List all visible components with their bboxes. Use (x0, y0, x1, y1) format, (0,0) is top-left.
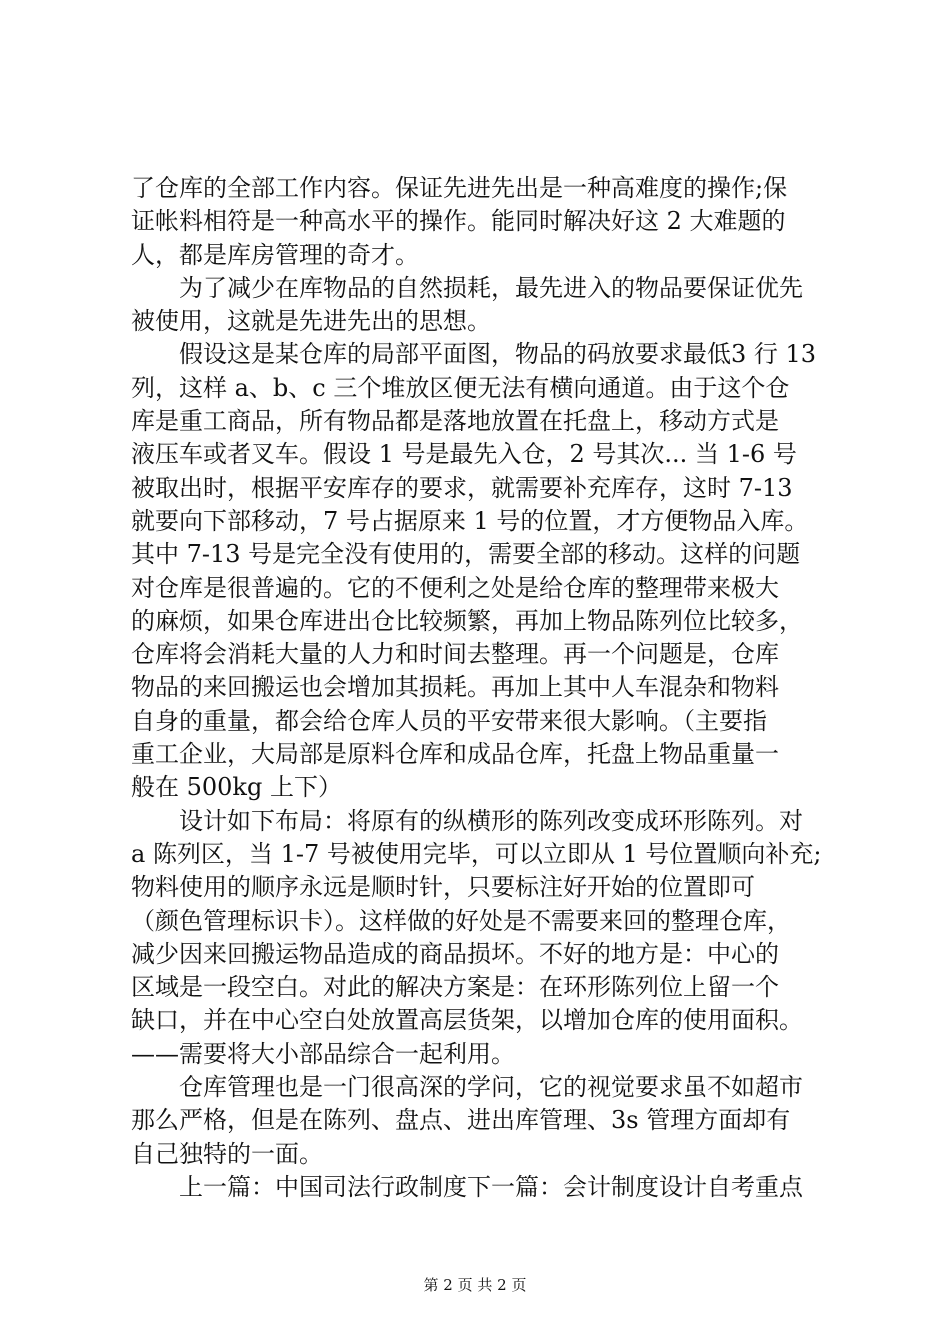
paragraph-5 (131, 1071, 851, 1171)
text-line: 设计如下布局：将原有的纵横形的陈列改变成环形陈列。对 (131, 806, 803, 835)
text-line: ——需要将大小部品综合一起利用。 (131, 1039, 515, 1068)
text-line: 了仓库的全部工作内容。保证先进先出是一种高难度的操作;保 (131, 174, 788, 202)
text-line: 仓库管理也是一门很高深的学问，它的视觉要求虽不如超市 (131, 1073, 803, 1102)
text-line: 物料使用的顺序永远是顺时针，只要标注好开始的位置即可 (131, 873, 755, 902)
text-line: 其中 7-13 号是完全没有使用的，需要全部的移动。这样的问题 (131, 540, 801, 569)
text-line: 被使用，这就是先进先出的思想。 (131, 307, 491, 336)
page-number-footer: 第 2 页 共 2 页 (423, 1276, 527, 1294)
text-line: （颜色管理标识卡）。这样做的好处是不需要来回的整理仓库， (131, 906, 791, 935)
text-line: 列，这样 a、b、c 三个堆放区便无法有横向通道。由于这个仓 (131, 373, 790, 402)
paragraph-2 (131, 272, 851, 339)
document-body (131, 172, 851, 1204)
text-line: 假设这是某仓库的局部平面图，物品的码放要求最低3 行 13 (131, 340, 817, 369)
text-line: 般在 500kg 上下） (131, 773, 342, 802)
text-line: 仓库将会消耗大量的人力和时间去整理。再一个问题是，仓库 (131, 640, 779, 669)
text-line: 缺口，并在中心空白处放置高层货架，以增加仓库的使用面积。 (131, 1006, 803, 1035)
paragraph-3 (131, 338, 851, 804)
text-line: 上一篇：中国司法行政制度下一篇：会计制度设计自考重点 (131, 1172, 803, 1201)
text-line: 库是重工商品，所有物品都是落地放置在托盘上，移动方式是 (131, 407, 779, 436)
paragraph-4 (131, 805, 851, 1071)
text-line: 减少因来回搬运物品造成的商品损坏。不好的地方是：中心的 (131, 939, 779, 968)
paragraph-1 (131, 172, 851, 272)
text-line: 那么严格，但是在陈列、盘点、进出库管理、3s 管理方面却有 (131, 1106, 791, 1135)
text-line: 重工企业，大局部是原料仓库和成品仓库，托盘上物品重量一 (131, 740, 779, 769)
text-line: 被取出时，根据平安库存的要求，就需要补充库存，这时 7-13 (131, 473, 793, 502)
text-line: a 陈列区，当 1-7 号被使用完毕，可以立即从 1 号位置顺向补充; (131, 839, 822, 868)
text-line: 自己独特的一面。 (131, 1139, 323, 1168)
text-line: 对仓库是很普遍的。它的不便利之处是给仓库的整理带来极大 (131, 573, 779, 602)
text-line: 区域是一段空白。对此的解决方案是：在环形陈列位上留一个 (131, 973, 779, 1002)
text-line: 人，都是库房管理的奇才。 (131, 240, 419, 269)
text-line: 为了减少在库物品的自然损耗，最先进入的物品要保证优先 (131, 273, 803, 302)
text-line: 自身的重量，都会给仓库人员的平安带来很大影响。（主要指 (131, 706, 767, 735)
text-line: 证帐料相符是一种高水平的操作。能同时解决好这 2 大难题的 (131, 207, 786, 236)
text-line: 的麻烦，如果仓库进出仓比较频繁，再加上物品陈列位比较多， (131, 606, 803, 635)
text-line: 液压车或者叉车。假设 1 号是最先入仓，2 号其次... 当 1-6 号 (131, 440, 797, 469)
prev-next-links (131, 1171, 851, 1204)
text-line: 就要向下部移动，7 号占据原来 1 号的位置，才方便物品入库。 (131, 506, 809, 535)
text-line: 物品的来回搬运也会增加其损耗。再加上其中人车混杂和物料 (131, 673, 779, 702)
